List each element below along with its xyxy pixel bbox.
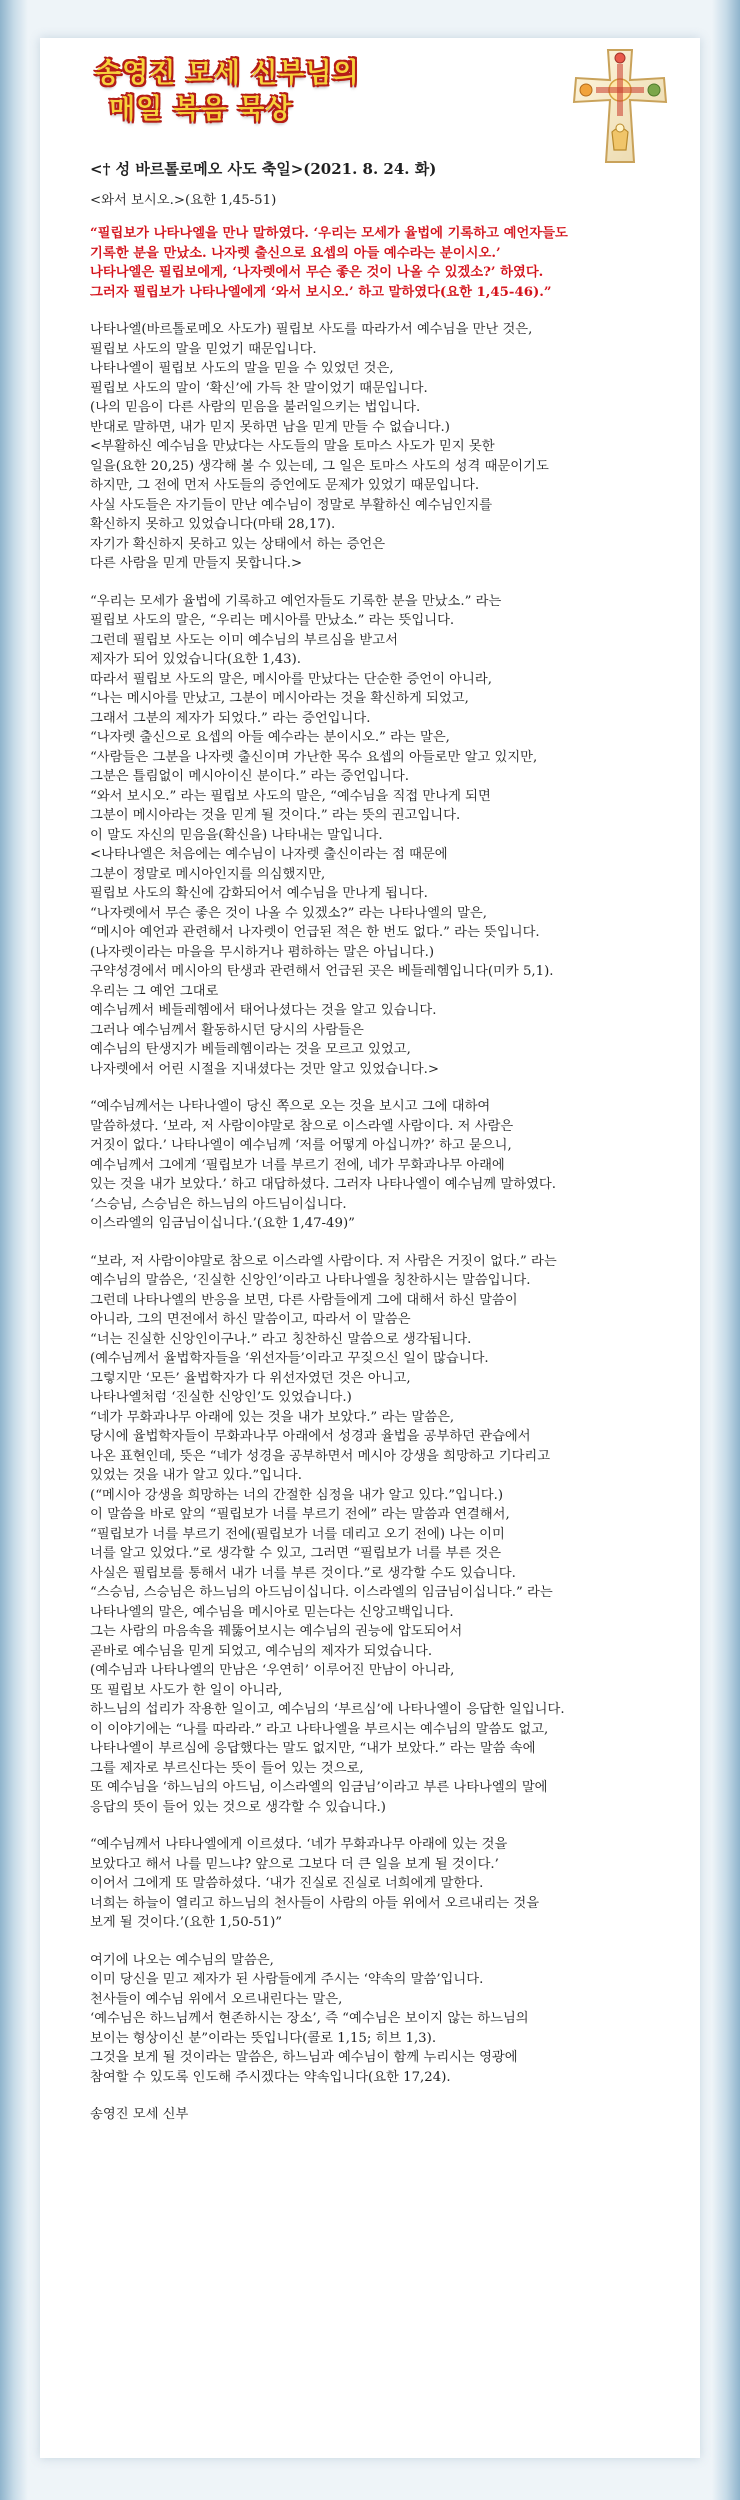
text-line: 거짓이 없다.’ 나타나엘이 예수님께 ‘저를 어떻게 아십니까?’ 하고 묻으니, <box>90 1138 512 1153</box>
text-line: 그는 사람의 마음속을 꿰뚫어보시는 예수님의 권능에 압도되어서 <box>90 1624 463 1639</box>
text-line: “와서 보시오.” 라는 필립보 사도의 말은, “예수님을 직접 만나게 되면 <box>90 788 491 804</box>
text-line: 필립보 사도의 확신에 감화되어서 예수님을 만나게 됩니다. <box>90 886 428 901</box>
quote-line: 그러자 필립보가 나타나엘에게 ‘와서 보시오.’ 하고 말하였다(요한 1,45-46).” <box>90 284 552 300</box>
gospel-quote <box>90 224 660 302</box>
text-line: <부활하신 예수님을 만났다는 사도들의 말을 토마스 사도가 믿지 못한 <box>90 439 495 454</box>
text-line: 나자렛에서 어린 시절을 지내셨다는 것만 알고 있었습니다.> <box>90 1061 440 1077</box>
text-line: 보았다고 해서 나를 믿느냐? 앞으로 그보다 더 큰 일을 보게 될 것이다.’ <box>90 1856 499 1872</box>
text-line: 또 예수님을 ‘하느님의 아드님, 이스라엘의 임금님’이라고 부른 나타나엘의 말에 <box>90 1780 548 1795</box>
text-line: 참여할 수 있도록 인도해 주시겠다는 약속입니다(요한 17,24). <box>90 2069 451 2085</box>
text-line: 그분이 정말로 메시아인지를 의심했지만, <box>90 866 326 882</box>
text-line: 확신하지 못하고 있었습니다(마태 28,17). <box>90 517 336 532</box>
text-line: 다른 사람을 믿게 만들지 못합니다.> <box>90 556 303 571</box>
text-line: “필립보가 너를 부르기 전에(필립보가 너를 데리고 오기 전에) 나는 이미 <box>90 1526 505 1542</box>
text-line: 이 말씀을 바로 앞의 “필립보가 너를 부르기 전에” 라는 말씀과 연결해서, <box>90 1507 510 1522</box>
text-line: 있는 것을 내가 보았다.’ 하고 대답하셨다. 그러자 나타나엘이 예수님께 말하였다. <box>90 1177 556 1192</box>
text-line: 그분은 틀림없이 메시아이신 분이다.” 라는 증언입니다. <box>90 769 409 784</box>
text-line: “네가 무화과나무 아래에 있는 것을 내가 보았다.” 라는 말씀은, <box>90 1409 455 1425</box>
text-line: (예수님과 나타나엘의 만남은 ‘우연히’ 이루어진 만남이 아니라, <box>90 1663 455 1678</box>
gospel-reference: <와서 보시오.>(요한 1,45-51) <box>90 192 277 208</box>
text-line: 천사들이 예수님 위에서 오르내린다는 말은, <box>90 1991 343 2007</box>
text-line: 보게 될 것이다.’(요한 1,50-51)” <box>90 1915 283 1930</box>
text-line: 일을(요한 20,25) 생각해 볼 수 있는데, 그 일은 토마스 사도의 성격 때문이기도 <box>90 458 549 474</box>
text-line: (“메시아 강생을 희망하는 너의 간절한 심정을 내가 알고 있다.”입니다.) <box>90 1487 504 1503</box>
text-line: ‘예수님은 하느님께서 현존하시는 장소’, 즉 “예수님은 보이지 않는 하느님의 <box>90 2011 529 2026</box>
body-paragraph <box>90 320 660 574</box>
text-line: 필립보 사도의 말은, “우리는 메시아를 만났소.” 라는 뜻입니다. <box>90 613 455 628</box>
text-line: “너는 진실한 신앙인이구나.” 라고 칭찬하신 말씀으로 생각됩니다. <box>90 1331 472 1347</box>
text-line: “나자렛에서 무슨 좋은 것이 나올 수 있겠소?” 라는 나타나엘의 말은, <box>90 905 487 921</box>
text-line: 그분이 메시아라는 것을 믿게 될 것이다.” 라는 뜻의 권고입니다. <box>90 808 461 823</box>
text-line: 나온 표현인데, 뜻은 “네가 성경을 공부하면서 메시아 강생을 희망하고 기다리고 <box>90 1448 551 1464</box>
text-line: 이어서 그에게 또 말씀하셨다. ‘내가 진실로 진실로 너희에게 말한다. <box>90 1876 484 1891</box>
text-line: “메시아 예언과 관련해서 나자렛이 언급된 적은 한 번도 없다.” 라는 뜻입니다. <box>90 925 540 940</box>
text-line: 이 말도 자신의 믿음을(확신을) 나타내는 말입니다. <box>90 827 383 843</box>
text-line: “나자렛 출신으로 요셉의 아들 예수라는 분이시오.” 라는 말은, <box>90 730 450 745</box>
text-line: 보이는 형상이신 분”이라는 뜻입니다(콜로 1,15; 히브 1,3). <box>90 2030 437 2046</box>
text-line: “예수님께서는 나타나엘이 당신 쪽으로 오는 것을 보시고 그에 대하여 <box>90 1099 491 1114</box>
body-paragraph <box>90 592 660 1080</box>
text-line: 나타나엘이 필립보 사도의 말을 믿을 수 있었던 것은, <box>90 361 394 376</box>
text-line: 나타나엘이 부르심에 응답했다는 말도 없지만, “내가 보았다.” 라는 말씀 속에 <box>90 1741 536 1756</box>
text-line: 이스라엘의 임금님이십니다.’(요한 1,47-49)” <box>90 1216 355 1231</box>
quote-line: 기록한 분을 만났소. 나자렛 출신으로 요셉의 아들 예수라는 분이시오.’ <box>90 245 501 261</box>
text-line: <나타나엘은 처음에는 예수님이 나자렛 출신이라는 점 때문에 <box>90 847 448 862</box>
text-line: (나의 믿음이 다른 사람의 믿음을 불러일으키는 법입니다. <box>90 400 421 415</box>
text-line: 그러나 예수님께서 활동하시던 당시의 사람들은 <box>90 1022 364 1038</box>
text-line: 반대로 말하면, 내가 믿지 못하면 남을 믿게 만들 수 없습니다.) <box>90 419 450 435</box>
page-title <box>95 56 360 128</box>
text-line: 예수님의 탄생지가 베들레헴이라는 것을 모르고 있었고, <box>90 1042 411 1057</box>
author-signature: 송영진 모세 신부 <box>90 2107 189 2122</box>
text-line: “나는 메시아를 만났고, 그분이 메시아라는 것을 확신하게 되었고, <box>90 691 469 706</box>
text-line: 곧바로 예수님을 믿게 되었고, 예수님의 제자가 되었습니다. <box>90 1643 433 1659</box>
text-line: 따라서 필립보 사도의 말은, 메시아를 만났다는 단순한 증언이 아니라, <box>90 671 492 687</box>
text-line: 하지만, 그 전에 먼저 사도들의 증언에도 문제가 있었기 때문입니다. <box>90 478 480 493</box>
text-line: “보라, 저 사람이야말로 참으로 이스라엘 사람이다. 저 사람은 거짓이 없다.” 라는 <box>90 1253 557 1269</box>
text-line: 이미 당신을 믿고 제자가 된 사람들에게 주시는 ‘약속의 말씀’입니다. <box>90 1972 484 1987</box>
text-line: 나타나엘처럼 ‘진실한 신앙인’도 있었습니다.) <box>90 1390 352 1405</box>
text-line: 있었는 것을 내가 알고 있다.”입니다. <box>90 1468 302 1483</box>
meditation-text <box>90 160 660 2125</box>
text-line: 너희는 하늘이 열리고 하느님의 천사들이 사람의 아들 위에서 오르내리는 것을 <box>90 1895 540 1911</box>
quote-line: 나타나엘은 필립보에게, ‘나자렛에서 무슨 좋은 것이 나올 수 있겠소?’ 하였다. <box>90 265 544 280</box>
body-paragraphs <box>90 320 660 2087</box>
text-line: 나타나엘(바르톨로메오 사도가) 필립보 사도를 따라가서 예수님을 만난 것은, <box>90 322 533 337</box>
meditation-card <box>40 38 700 2458</box>
text-line: 예수님께서 베들레헴에서 태어나셨다는 것을 알고 있습니다. <box>90 1003 437 1018</box>
text-line: 그런데 나타나엘의 반응을 보면, 다른 사람들에게 그에 대해서 하신 말씀이 <box>90 1292 518 1308</box>
text-line: 하느님의 섭리가 작용한 일이고, 예수님의 ‘부르심’에 나타나엘이 응답한 일입니다. <box>90 1702 565 1717</box>
text-line: 당시에 율법학자들이 무화과나무 아래에서 성경과 율법을 공부하던 관습에서 <box>90 1429 531 1444</box>
text-line: 너를 알고 있었다.”로 생각할 수 있고, 그러면 “필립보가 너를 부른 것은 <box>90 1546 502 1561</box>
text-line: 우리는 그 예언 그대로 <box>90 983 219 999</box>
text-line: 예수님께서 그에게 ‘필립보가 너를 부르기 전에, 네가 무화과나무 아래에 <box>90 1157 505 1173</box>
text-line: 필립보 사도의 말이 ‘확신’에 가득 찬 말이었기 때문입니다. <box>90 380 428 396</box>
body-paragraph <box>90 1835 660 1933</box>
body-paragraph <box>90 1252 660 1818</box>
text-line: 자기가 확신하지 못하고 있는 상태에서 하는 증언은 <box>90 536 386 552</box>
title-line-2: 매일 복음 묵상 <box>109 94 293 125</box>
text-line: 그렇지만 ‘모든’ 율법학자가 다 위선자였던 것은 아니고, <box>90 1370 411 1386</box>
text-line: 말씀하셨다. ‘보라, 저 사람이야말로 참으로 이스라엘 사람이다. 저 사람은 <box>90 1118 514 1134</box>
cross-icon <box>570 46 670 166</box>
text-line: 또 필립보 사도가 한 일이 아니라, <box>90 1682 283 1698</box>
text-line: ‘스승님, 스승님은 하느님의 아드님이십니다. <box>90 1196 347 1212</box>
text-line: 사실 사도들은 자기들이 만난 예수님이 정말로 부활하신 예수님인지를 <box>90 497 493 513</box>
text-line: 그것을 보게 될 것이라는 말씀은, 하느님과 예수님이 함께 누리시는 영광에 <box>90 2050 518 2065</box>
quote-line: “필립보가 나타나엘을 만나 말하였다. ‘우리는 모세가 율법에 기록하고 예언자들도 <box>90 226 568 241</box>
text-line: 나타나엘의 말은, 예수님을 메시아로 믿는다는 신앙고백입니다. <box>90 1604 454 1620</box>
feast-title: <† 성 바르톨로메오 사도 축일>(2021. 8. 24. 화) <box>90 160 437 178</box>
text-line: 제자가 되어 있었습니다(요한 1,43). <box>90 652 302 667</box>
text-line: “예수님께서 나타나엘에게 이르셨다. ‘네가 무화과나무 아래에 있는 것을 <box>90 1837 508 1852</box>
text-line: “사람들은 그분을 나자렛 출신이며 가난한 목수 요셉의 아들로만 알고 있지만, <box>90 749 538 765</box>
text-line: 구약성경에서 메시아의 탄생과 관련해서 언급된 곳은 베들레헴입니다(미카 5,1). <box>90 964 554 979</box>
text-line: 그를 제자로 부르신다는 뜻이 들어 있는 것으로, <box>90 1760 364 1776</box>
text-line: 아니라, 그의 면전에서 하신 말씀이고, 따라서 이 말씀은 <box>90 1312 411 1327</box>
text-line: 이 이야기에는 “나를 따라라.” 라고 나타나엘을 부르시는 예수님의 말씀도 없고, <box>90 1721 549 1737</box>
text-line: 그래서 그분의 제자가 되었다.” 라는 증언입니다. <box>90 710 371 726</box>
text-line: (예수님께서 율법학자들을 ‘위선자들’이라고 꾸짖으신 일이 많습니다. <box>90 1351 489 1366</box>
body-paragraph <box>90 1097 660 1234</box>
text-line: (나자렛이라는 마을을 무시하거나 폄하하는 말은 아닙니다.) <box>90 944 435 960</box>
text-line: 필립보 사도의 말을 믿었기 때문입니다. <box>90 341 317 357</box>
text-line: 예수님의 말씀은, ‘진실한 신앙인’이라고 나타나엘을 칭찬하시는 말씀입니다. <box>90 1273 531 1288</box>
text-line: 사실은 필립보를 통해서 내가 너를 부른 것이다.”로 생각할 수도 있습니다. <box>90 1565 516 1581</box>
text-line: “스승님, 스승님은 하느님의 아드님이십니다. 이스라엘의 임금님이십니다.” 라는 <box>90 1585 553 1600</box>
text-line: 응답의 뜻이 들어 있는 것으로 생각할 수 있습니다.) <box>90 1799 386 1815</box>
title-line-1: 송영진 모세 신부님의 <box>95 58 360 89</box>
text-line: “우리는 모세가 율법에 기록하고 예언자들도 기록한 분을 만났소.” 라는 <box>90 593 502 609</box>
text-line: 그런데 필립보 사도는 이미 예수님의 부르심을 받고서 <box>90 632 398 648</box>
body-paragraph <box>90 1951 660 2088</box>
text-line: 여기에 나오는 예수님의 말씀은, <box>90 1952 274 1968</box>
